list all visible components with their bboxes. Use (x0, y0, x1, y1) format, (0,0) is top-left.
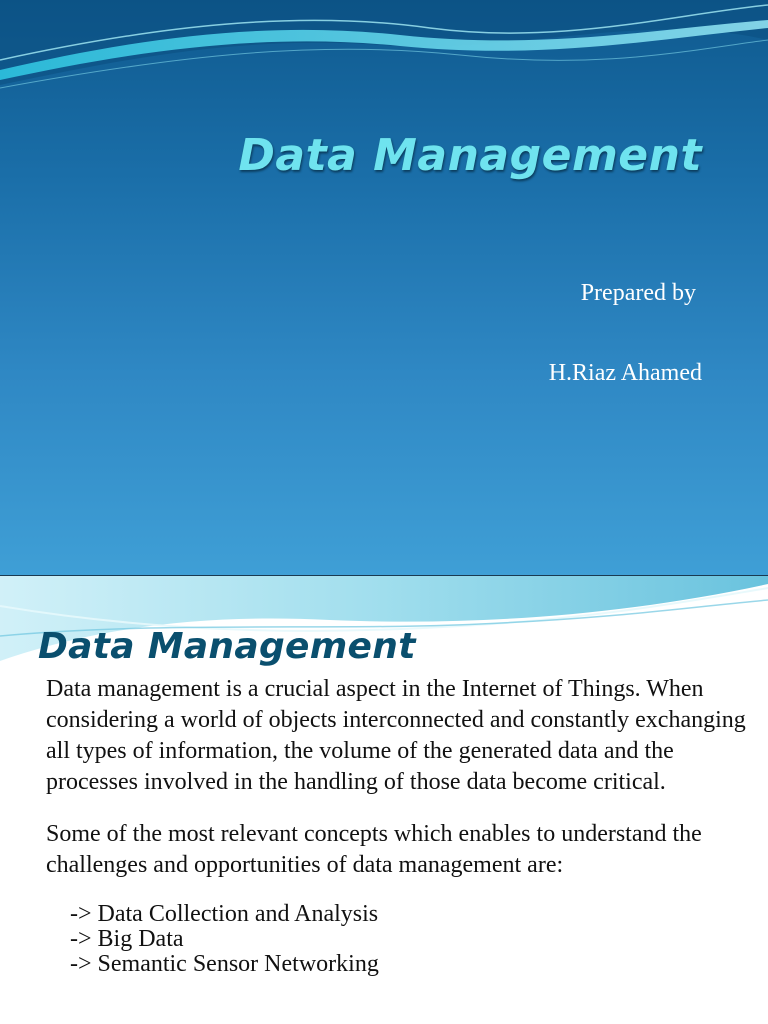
list-item: -> Semantic Sensor Networking (70, 951, 379, 977)
prepared-by-label: Prepared by (580, 280, 696, 306)
paragraph: Some of the most relevant concepts which enables to understand the challenges and opportunities of data management are: (46, 821, 702, 878)
paragraph: Data management is a crucial aspect in the Internet of Things. When considering a world of objects interconnected and constantly exchanging all types of information, the volume of the generated data and the processes involved in the handling of those data become critical. (46, 676, 746, 795)
slide-title: Data Management (38, 626, 416, 667)
content-slide (0, 576, 768, 1024)
list-item: -> Big Data (70, 926, 184, 952)
list-item: -> Data Collection and Analysis (70, 901, 379, 927)
author-name: H.Riaz Ahamed (548, 360, 702, 386)
slide-body (46, 674, 756, 977)
slide-title: Data Management (238, 130, 702, 181)
wave-decoration (0, 0, 768, 110)
bullet-list (46, 902, 756, 977)
